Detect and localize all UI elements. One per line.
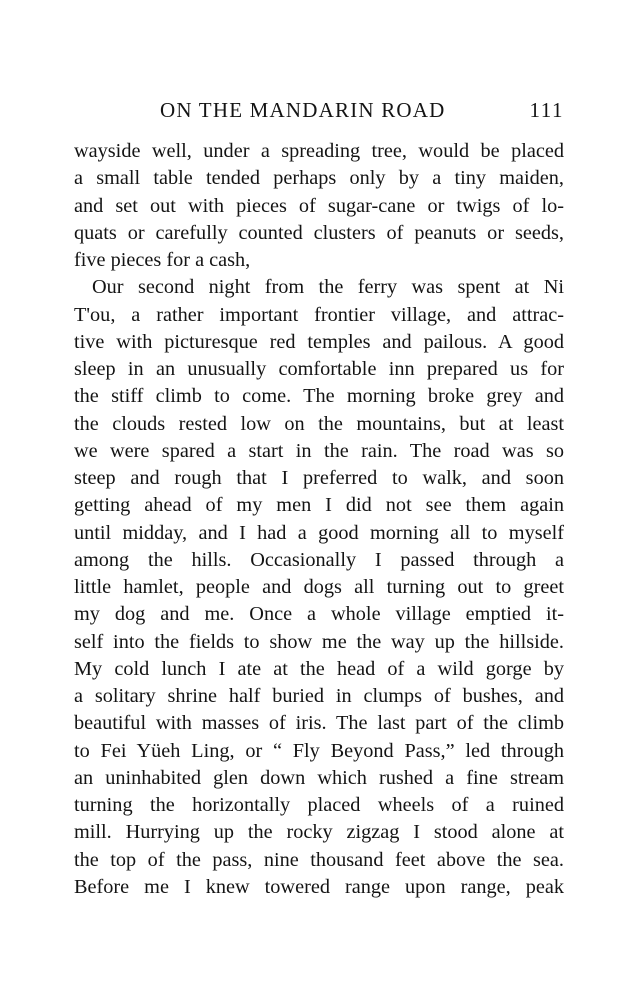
text-line: Our second night from the ferry was spent at Ni [92,276,564,299]
text-line: among the hills. Occasionally I passed through a [74,548,564,571]
text-line: and set out with pieces of sugar-cane or twigs of lo- [74,194,564,217]
text-line: sleep in an unusually comfortable inn prepared us for [74,358,564,380]
text-line: the clouds rested low on the mountains, but at least [74,412,564,435]
text-line: T'ou, a rather important frontier village, and attrac- [74,303,564,326]
text-line: steep and rough that I preferred to walk, and soon [74,467,564,489]
text-line: little hamlet, people and dogs all turning out to greet [74,576,564,598]
text-line: getting ahead of my men I did not see them again [74,494,564,517]
body-text [74,138,564,901]
text-line: quats or carefully counted clusters of peanuts or seeds, [74,221,564,244]
text-line: self into the fields to show me the way up the hillside. [74,630,564,653]
text-line: we were spared a start in the rain. The road was so [74,439,564,462]
running-head [74,98,564,126]
text-line: the stiff climb to come. The morning broke grey and [74,385,564,408]
text-line: my dog and me. Once a whole village emptied it- [74,603,564,626]
text-line: a solitary shrine half buried in clumps of bushes, and [74,685,564,707]
text-line: beautiful with masses of iris. The last part of the climb [74,712,564,735]
text-line: tive with picturesque red temples and pailous. A good [74,330,564,353]
text-line: wayside well, under a spreading tree, would be placed [74,140,564,162]
text-line: a small table tended perhaps only by a tiny maiden, [74,167,564,190]
text-line: turning the horizontally placed wheels of a ruined [74,794,564,816]
running-title: ON THE MANDARIN ROAD [160,98,446,122]
text-line: to Fei Yüeh Ling, or “ Fly Beyond Pass,” led through [74,739,564,762]
text-line: five pieces for a cash, [74,249,251,271]
text-line: Before me I knew towered range upon range, peak [74,875,564,898]
text-line: until midday, and I had a good morning all to myself [74,521,564,544]
text-line: My cold lunch I ate at the head of a wild gorge by [74,657,564,680]
page-number: 111 [529,98,564,122]
text-line: mill. Hurrying up the rocky zigzag I stood alone at [74,821,564,844]
text-line: an uninhabited glen down which rushed a fine stream [74,766,564,789]
text-line: the top of the pass, nine thousand feet above the sea. [74,848,564,871]
